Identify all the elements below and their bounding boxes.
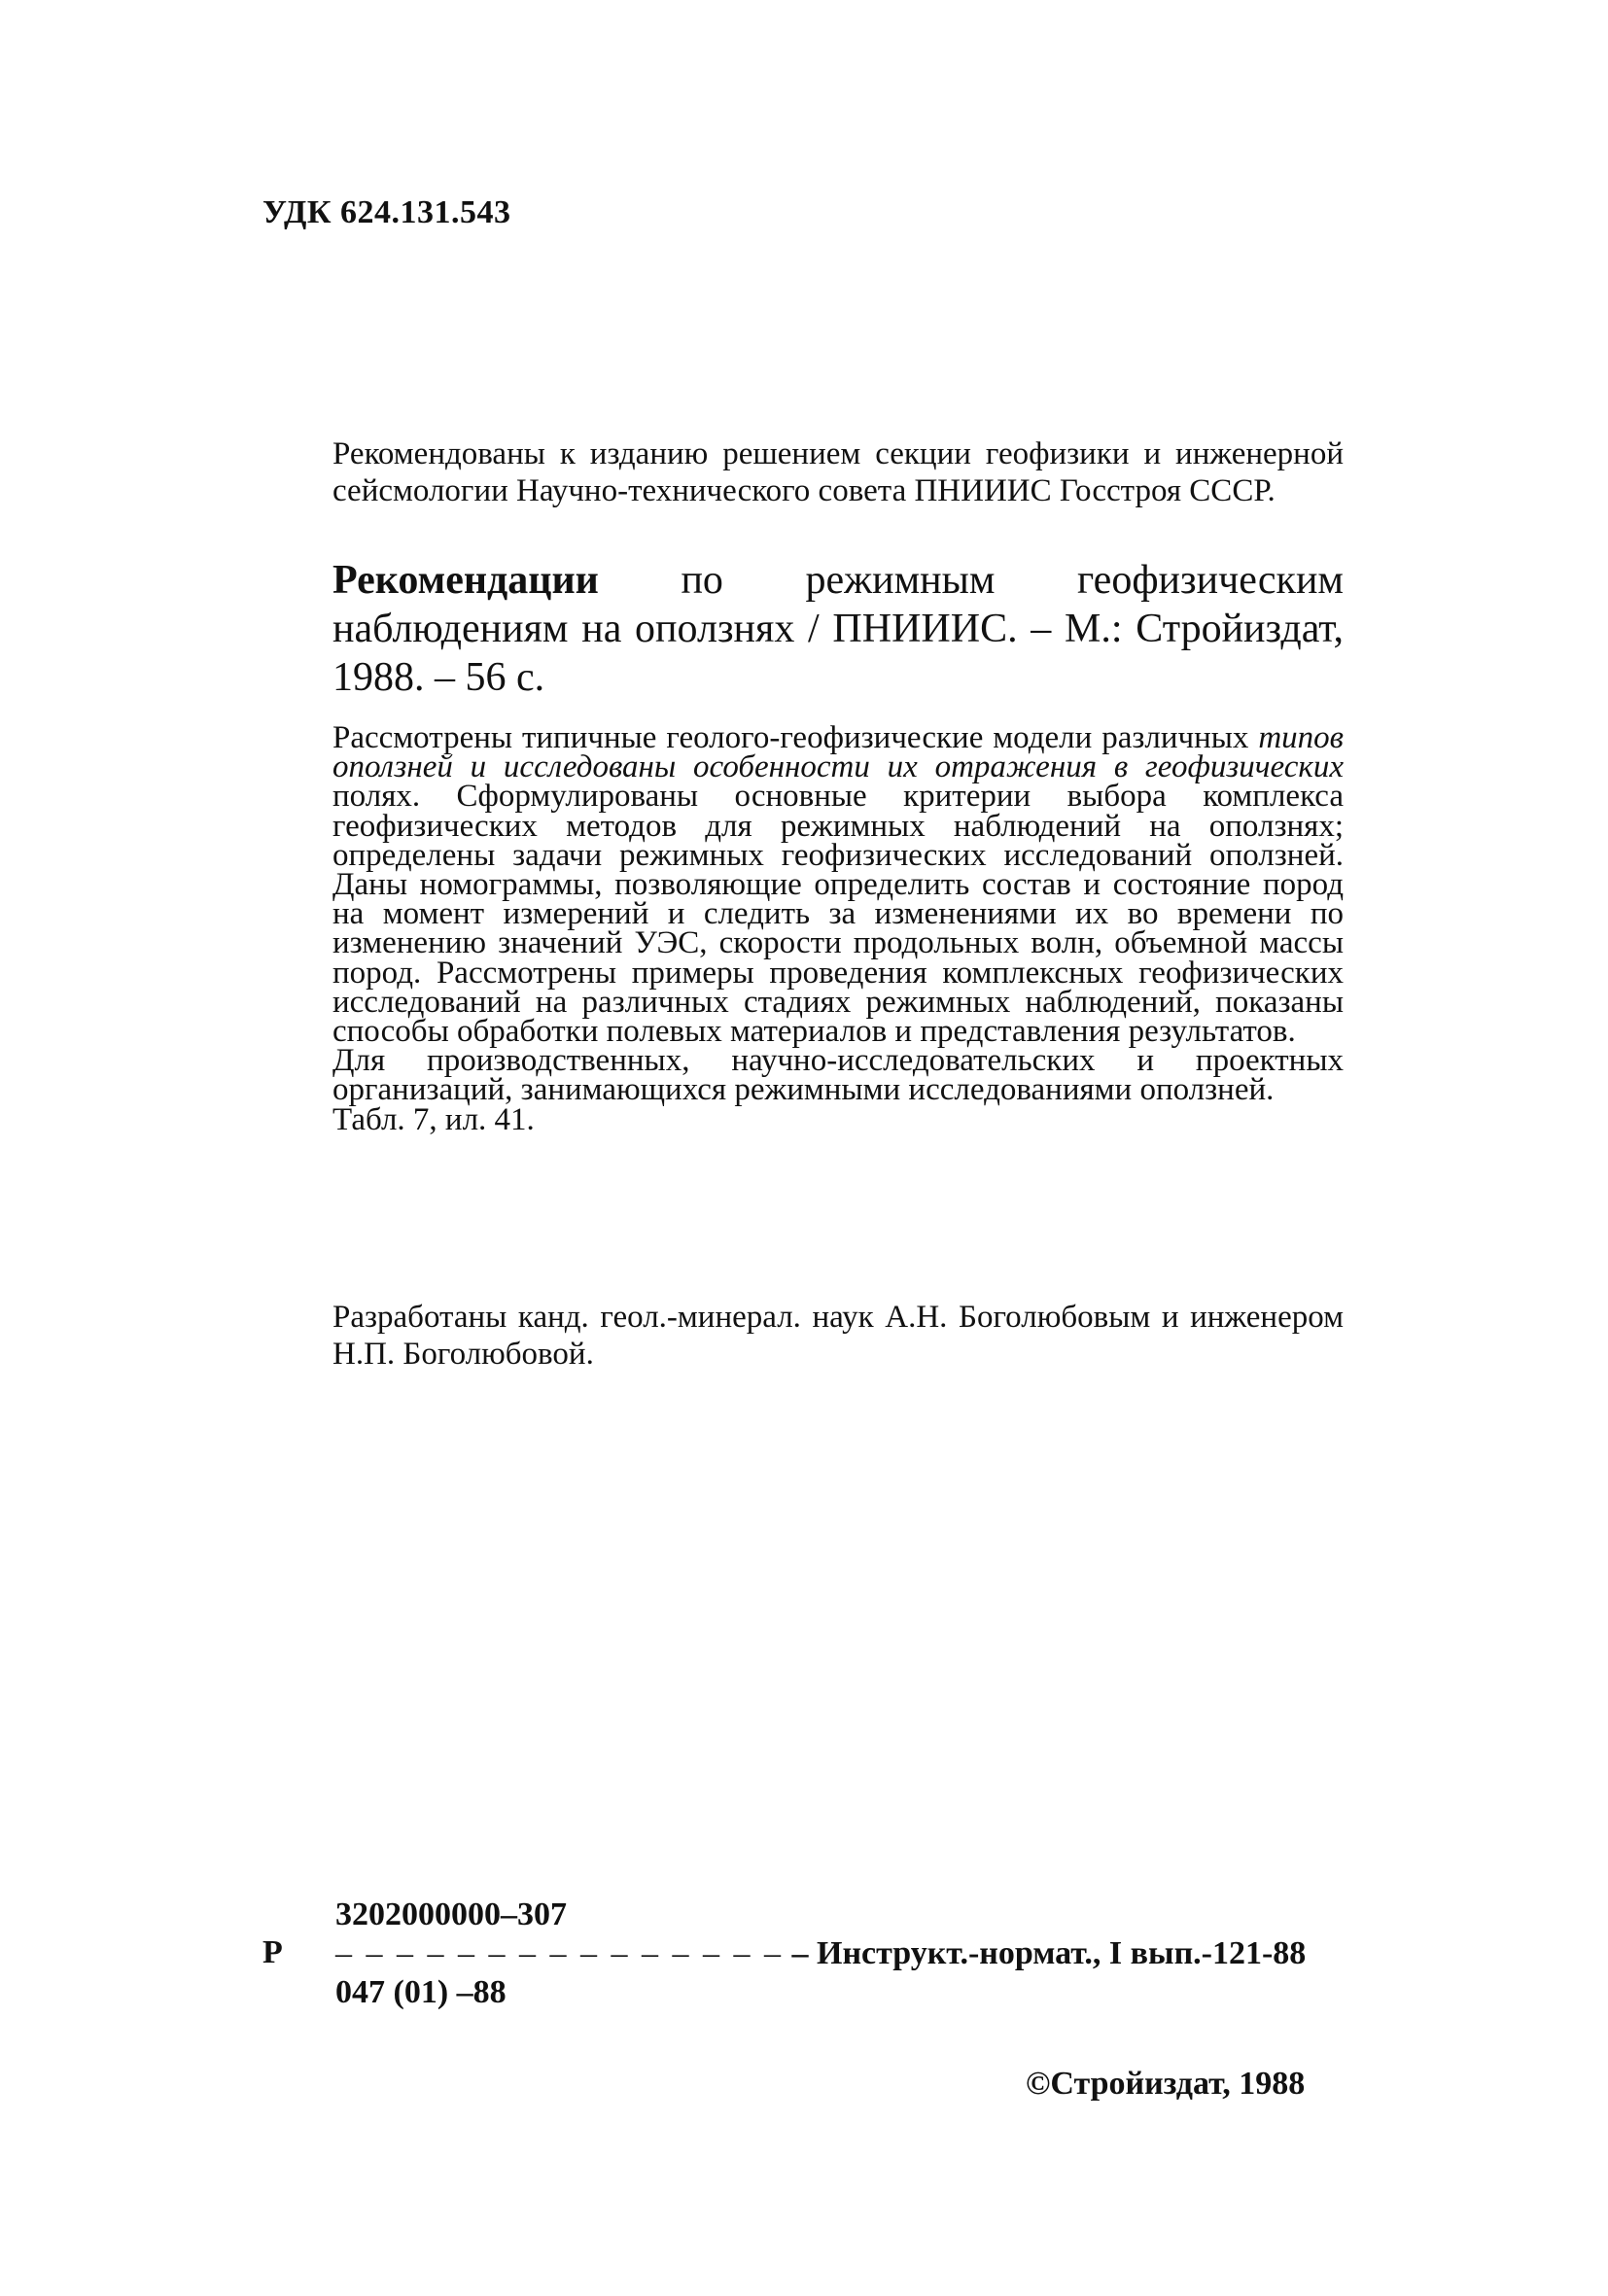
publication-letter: Р [262,1934,283,1970]
abstract-paragraph-3: Табл. 7, ил. 41. [332,1101,535,1137]
copyright-icon: © [1026,2066,1051,2102]
abstract-paragraph-1 [332,720,1344,1050]
bibliographic-details: по режимным геофизическим наблюдениям на оползнях / ПНИИИС. – М.: Стройиздат, 1988. – 56 с. [332,558,1344,700]
code-series: – Инструкт.-нормат., I вып.-121-88 [784,1935,1307,1971]
fraction-dashes: – – – – – – – – – – – – – – – [335,1935,784,1971]
book-title: Рекомендации [332,558,599,603]
authors-note: Разработаны канд. геол.-минерал. наук А.Н. Боголюбовым и инженером Н.П. Боголюбовой. [332,1300,1344,1372]
bibliographic-record [332,556,1344,702]
abstract [332,720,1344,1137]
abstract-p1-start: Рассмотрены типичные геолого-геофизические модели различных [332,720,1259,755]
udk-code: УДК 624.131.543 [262,194,511,230]
copyright-line [1026,2066,1305,2103]
code-denominator: 047 (01) –88 [335,1974,507,2010]
abstract-p1-italic: типов оползней и исследованы особенности их отражения в геофизических [332,720,1344,785]
abstract-p1-rest: полях. Сформулированы основные критерии выбора комплекса геофизических методов для режимных наблюдений на оползнях; определены задачи режимных геофизических исследований оползней. Даны номограммы, позволяющие определить состав и состояние пород на момент измерений и следить за изменениями их во времени по изменению значений УЭС, скорости продольных волн, объемной массы пород. Рассмотрены примеры проведения комплексных геофизических исследований на различных стадиях режимных наблюдений, показаны способы обработки полевых материалов и представления результатов. [332,779,1344,1050]
code-numerator: 3202000000–307 [335,1896,567,1932]
publication-code [335,1896,1306,2012]
code-fraction-line [335,1934,1306,1973]
recommended-note: Рекомендованы к изданию решением секции геофизики и инженерной сейсмологии Научно-технического совета ПНИИИС Госстроя СССР. [332,436,1344,508]
abstract-paragraph-2: Для производственных, научно-исследовательских и проектных организаций, занимающихся режимными исследованиями оползней. [332,1043,1344,1108]
copyright-text: Стройиздат, 1988 [1050,2066,1306,2102]
